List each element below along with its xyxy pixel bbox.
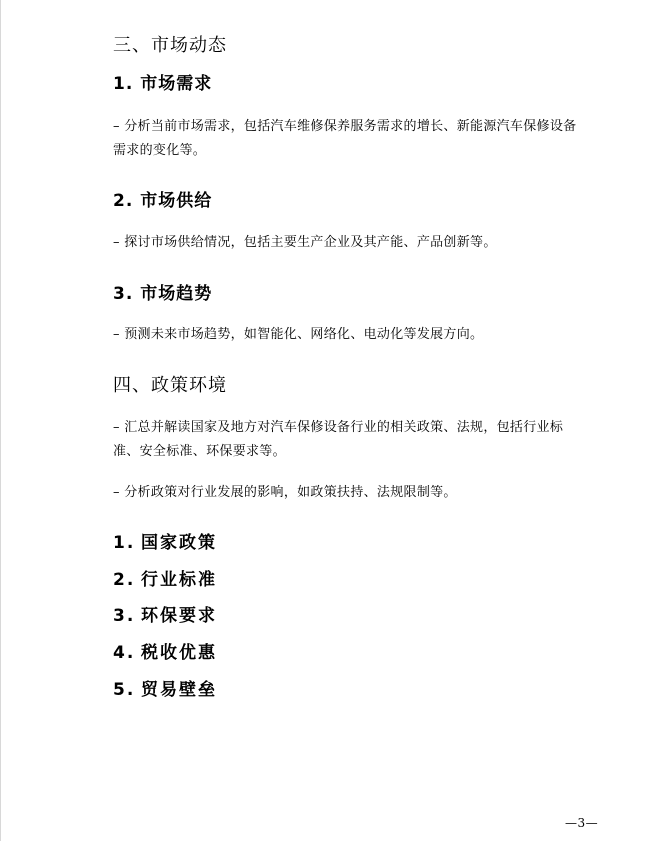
list-item-label: 税收优惠 [141, 643, 217, 663]
list-item-number: 1. [113, 533, 136, 553]
section-heading-policy-environment: 四、政策环境 [113, 375, 227, 396]
list-item-national-policy [113, 528, 217, 553]
paragraph-policy-summary-line1: – 汇总并解读国家及地方对汽车保修设备行业的相关政策、法规，包括行业标 [113, 420, 564, 435]
list-item-label: 国家政策 [141, 533, 217, 553]
subheading-market-trend: 3. 市场趋势 [113, 284, 213, 304]
paragraph-market-supply: – 探讨市场供给情况，包括主要生产企业及其产能、产品创新等。 [113, 235, 497, 250]
list-item-environmental-requirement [113, 601, 217, 626]
list-item-tax-incentive [113, 638, 217, 663]
subheading-market-demand: 1. 市场需求 [113, 74, 213, 94]
section-heading-market-dynamics: 三、市场动态 [113, 35, 227, 56]
list-item-trade-barrier [113, 675, 217, 700]
paragraph-policy-summary-line2: 准、安全标准、环保要求等。 [113, 444, 286, 459]
paragraph-market-demand-line1: – 分析当前市场需求，包括汽车维修保养服务需求的增长、新能源汽车保修设备 [113, 119, 577, 134]
list-item-number: 4. [113, 643, 136, 663]
list-item-label: 环保要求 [141, 606, 217, 626]
list-item-number: 3. [113, 606, 136, 626]
paragraph-policy-impact: – 分析政策对行业发展的影响，如政策扶持、法规限制等。 [113, 485, 457, 500]
paragraph-market-trend: – 预测未来市场趋势，如智能化、网络化、电动化等发展方向。 [113, 327, 484, 342]
list-item-number: 2. [113, 570, 136, 590]
list-item-label: 行业标准 [141, 570, 217, 590]
paragraph-market-demand-line2: 需求的变化等。 [113, 143, 207, 158]
subheading-market-supply: 2. 市场供给 [113, 191, 213, 211]
page-number: —3— [565, 816, 599, 830]
page-edge-line [0, 0, 1, 841]
list-item-number: 5. [113, 680, 136, 700]
list-item-label: 贸易壁垒 [141, 680, 217, 700]
list-item-industry-standard [113, 565, 217, 590]
